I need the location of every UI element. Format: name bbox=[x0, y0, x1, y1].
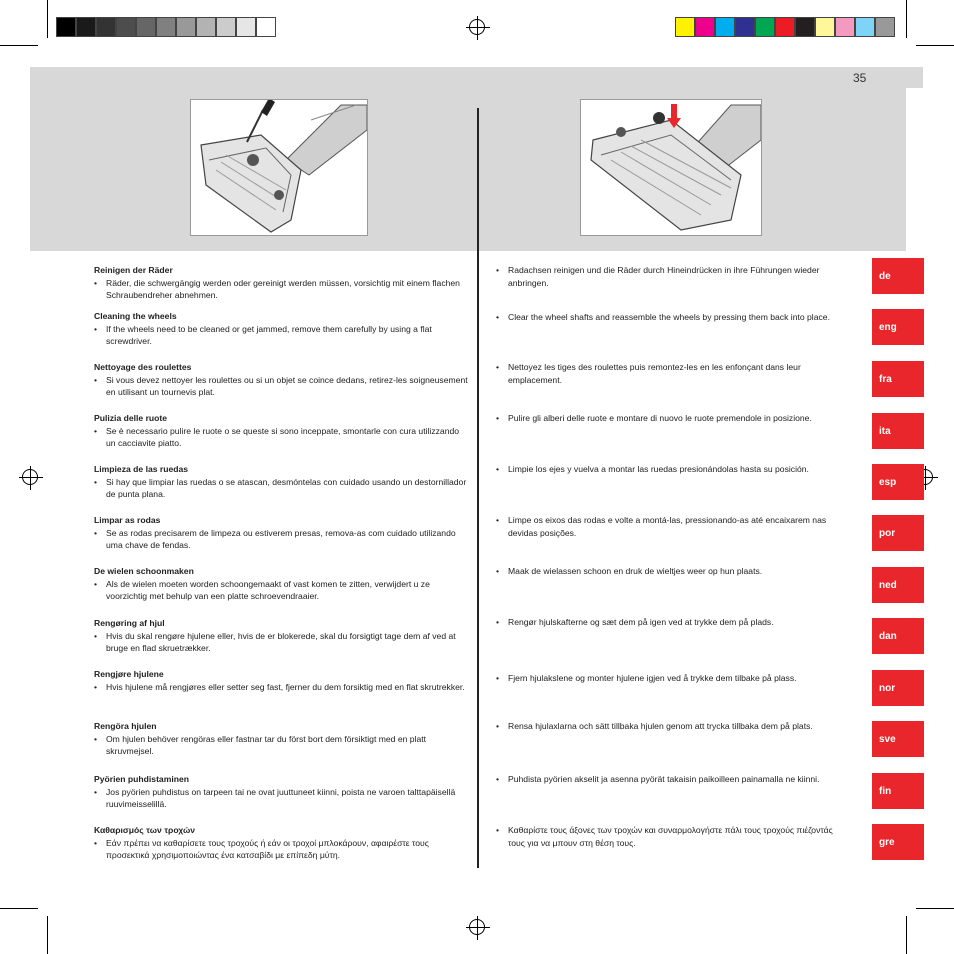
section-title: Καθαρισμός των τροχών bbox=[94, 825, 196, 835]
instruction-block-dan bbox=[94, 617, 469, 655]
color-swatch bbox=[875, 17, 895, 37]
color-swatch bbox=[196, 17, 216, 37]
instruction-block-fra bbox=[94, 361, 469, 399]
reassembly-text-de: • Radachsen reinigen und die Räder durch Hineindrücken in ihre Führungen wieder anbringen. bbox=[496, 264, 846, 289]
reassembly-text-esp: • Limpie los ejes y vuelva a montar las ruedas presionándolas hasta su posición. bbox=[496, 463, 846, 476]
instruction-block-eng bbox=[94, 310, 469, 348]
registration-mark-icon bbox=[469, 19, 485, 35]
section-title: Rengjøre hjulene bbox=[94, 669, 164, 679]
instruction-text: • Als de wielen moeten worden schoongemaakt of vast komen te zitten, verwijdert u ze voorzichtig met behulp van een platte schroevendraaier. bbox=[94, 578, 469, 603]
language-tab-ned: ned bbox=[872, 567, 924, 603]
color-swatch bbox=[156, 17, 176, 37]
reassembly-text-sve: • Rensa hjulaxlarna och sätt tillbaka hjulen genom att trycka tillbaka dem på plats. bbox=[496, 720, 846, 733]
section-title: Pyörien puhdistaminen bbox=[94, 774, 190, 784]
crop-mark bbox=[916, 908, 954, 909]
crop-mark bbox=[47, 916, 48, 954]
registration-mark-icon bbox=[469, 919, 485, 935]
reassembly-text-nor: • Fjern hjulakslene og monter hjulene igjen ved å trykke dem tilbake på plass. bbox=[496, 672, 846, 685]
color-swatch bbox=[76, 17, 96, 37]
instruction-text: • If the wheels need to be cleaned or get jammed, remove them carefully by using a flat screwdriver. bbox=[94, 323, 469, 348]
instruction-block-gre bbox=[94, 824, 469, 862]
instruction-block-ita bbox=[94, 412, 469, 450]
crop-mark bbox=[0, 908, 38, 909]
color-swatch bbox=[815, 17, 835, 37]
instruction-block-ned bbox=[94, 565, 469, 603]
process-color-bar bbox=[675, 17, 895, 37]
instruction-block-sve bbox=[94, 720, 469, 758]
color-swatch bbox=[136, 17, 156, 37]
crop-mark bbox=[47, 0, 48, 38]
reassembly-text-fra: • Nettoyez les tiges des roulettes puis remontez-les en les enfonçant dans leur emplacement. bbox=[496, 361, 846, 386]
section-title: Rengöra hjulen bbox=[94, 721, 157, 731]
instruction-text: • Hvis du skal rengøre hjulene eller, hvis de er blokerede, skal du forsigtigt tage dem af ved at bruge en flad skruetrækker. bbox=[94, 630, 469, 655]
wheel-removal-image bbox=[190, 99, 368, 236]
header-band-notch bbox=[906, 88, 923, 251]
language-tab-gre: gre bbox=[872, 824, 924, 860]
instruction-text: • Se è necessario pulire le ruote o se queste si sono inceppate, smontarle con cura utilizzando un cacciavite piatto. bbox=[94, 425, 469, 450]
reassembly-text-gre: • Καθαρίστε τους άξονες των τροχών και συναρμολογήστε πάλι τους τροχούς πιέζοντάς τους για να μπουν στη θέση τους. bbox=[496, 824, 846, 849]
instruction-block-esp bbox=[94, 463, 469, 501]
reassembly-text-ned: • Maak de wielassen schoon en druk de wieltjes weer op hun plaats. bbox=[496, 565, 846, 578]
instruction-text: • Hvis hjulene må rengjøres eller setter seg fast, fjerner du dem forsiktig med en flat skrutrekker. bbox=[94, 681, 469, 694]
color-swatch bbox=[735, 17, 755, 37]
color-swatch bbox=[835, 17, 855, 37]
instruction-text: • Om hjulen behöver rengöras eller fastnar tar du först bort dem försiktigt med en platt skruvmejsel. bbox=[94, 733, 469, 758]
section-title: Limpieza de las ruedas bbox=[94, 464, 189, 474]
language-tab-dan: dan bbox=[872, 618, 924, 654]
crop-mark bbox=[906, 0, 907, 38]
color-swatch bbox=[236, 17, 256, 37]
reassembly-text-por: • Limpe os eixos das rodas e volte a montá-las, pressionando-as até encaixarem nas devidas posições. bbox=[496, 514, 846, 539]
language-tab-ita: ita bbox=[872, 413, 924, 449]
color-swatch bbox=[116, 17, 136, 37]
color-swatch bbox=[795, 17, 815, 37]
language-tab-sve: sve bbox=[872, 721, 924, 757]
language-tab-esp: esp bbox=[872, 464, 924, 500]
instruction-block-nor bbox=[94, 668, 469, 693]
color-swatch bbox=[256, 17, 276, 37]
section-title: Rengøring af hjul bbox=[94, 618, 165, 628]
crop-mark bbox=[906, 916, 907, 954]
section-title: Pulizia delle ruote bbox=[94, 413, 168, 423]
column-divider bbox=[477, 108, 479, 868]
language-tab-fin: fin bbox=[872, 773, 924, 809]
reassembly-text-eng: • Clear the wheel shafts and reassemble the wheels by pressing them back into place. bbox=[496, 311, 846, 324]
reassembly-text-fin: • Puhdista pyörien akselit ja asenna pyörät takaisin paikoilleen painamalla ne kiinni. bbox=[496, 773, 846, 786]
color-swatch bbox=[715, 17, 735, 37]
color-swatch bbox=[96, 17, 116, 37]
color-swatch bbox=[56, 17, 76, 37]
language-tab-por: por bbox=[872, 515, 924, 551]
color-swatch bbox=[695, 17, 715, 37]
instruction-text: • Jos pyörien puhdistus on tarpeen tai ne ovat juuttuneet kiinni, poista ne varoen talttapäisellä ruuvimeisselillä. bbox=[94, 786, 469, 811]
instruction-text: • Εάν πρέπει να καθαρίσετε τους τροχούς ή εάν οι τροχοί μπλοκάρουν, αφαιρέστε τους προσεκτικά χρησιμοποιώντας ένα κατσαβίδι με επίπεδη μύτη. bbox=[94, 837, 469, 862]
instruction-text: • Si hay que limpiar las ruedas o se atascan, desmóntelas con cuidado usando un destornillador de punta plana. bbox=[94, 476, 469, 501]
section-title: Reinigen der Räder bbox=[94, 265, 173, 275]
section-title: De wielen schoonmaken bbox=[94, 566, 194, 576]
reassembly-text-dan: • Rengør hjulskafterne og sæt dem på igen ved at trykke dem på plads. bbox=[496, 616, 846, 629]
language-tab-eng: eng bbox=[872, 309, 924, 345]
wheel-reassembly-image bbox=[580, 99, 762, 236]
color-swatch bbox=[176, 17, 196, 37]
crop-mark bbox=[0, 45, 38, 46]
color-swatch bbox=[675, 17, 695, 37]
instruction-block-fin bbox=[94, 773, 469, 811]
instruction-text: • Si vous devez nettoyer les roulettes ou si un objet se coince dedans, retirez-les soigneusement en utilisant un tournevis plat. bbox=[94, 374, 469, 399]
instruction-text: • Se as rodas precisarem de limpeza ou estiverem presas, remova-as com cuidado utilizando uma chave de fendas. bbox=[94, 527, 469, 552]
color-swatch bbox=[216, 17, 236, 37]
section-title: Cleaning the wheels bbox=[94, 311, 177, 321]
instruction-block-por bbox=[94, 514, 469, 552]
section-title: Nettoyage des roulettes bbox=[94, 362, 192, 372]
registration-mark-icon bbox=[22, 469, 38, 485]
color-swatch bbox=[775, 17, 795, 37]
section-title: Limpar as rodas bbox=[94, 515, 161, 525]
instruction-block-de bbox=[94, 264, 469, 302]
language-tab-fra: fra bbox=[872, 361, 924, 397]
reassembly-text-ita: • Pulire gli alberi delle ruote e montare di nuovo le ruote premendole in posizione. bbox=[496, 412, 846, 425]
color-swatch bbox=[755, 17, 775, 37]
language-tab-nor: nor bbox=[872, 670, 924, 706]
crop-mark bbox=[916, 45, 954, 46]
color-swatch bbox=[855, 17, 875, 37]
language-tab-de: de bbox=[872, 258, 924, 294]
gray-color-bar bbox=[56, 17, 276, 37]
instruction-text: • Räder, die schwergängig werden oder gereinigt werden müssen, vorsichtig mit einem flachen Schraubendreher abnehmen. bbox=[94, 277, 469, 302]
page-number: 35 bbox=[853, 71, 867, 85]
